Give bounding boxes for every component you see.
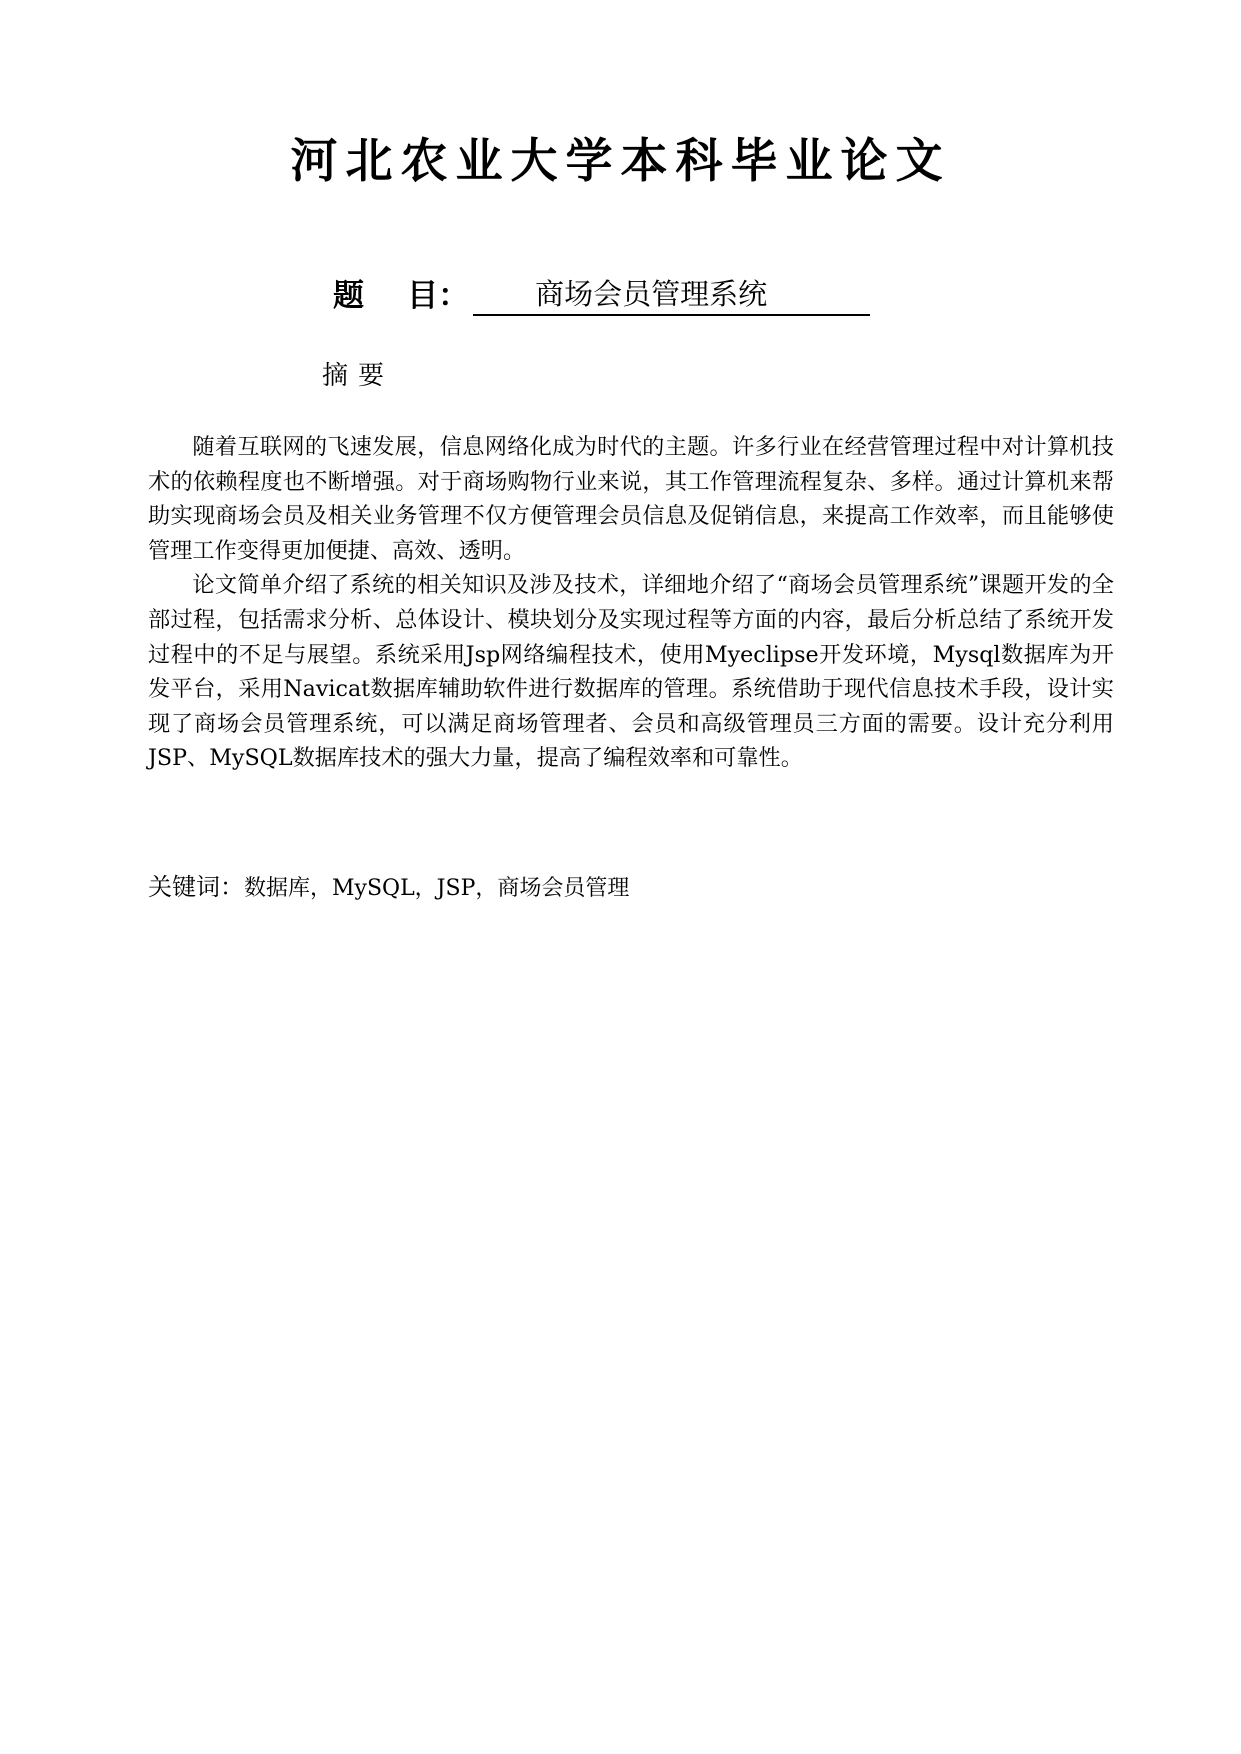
keywords <box>148 870 629 906</box>
topic-underline <box>473 274 870 316</box>
abstract-heading: 摘要 <box>322 361 395 391</box>
abstract-body <box>148 430 1114 776</box>
abstract-paragraph: 论文简单介绍了系统的相关知识及涉及技术，详细地介绍了“商场会员管理系统”课题开发的全部过程，包括需求分析、总体设计、模块划分及实现过程等方面的内容，最后分析总结了系统开发过程中的不足与展望。系统采用Jsp网络编程技术，使用Myeclipse开发环境，Mysql数据库为开发平台，采用Navicat数据库辅助软件进行数据库的管理。系统借助于现代信息技术手段，设计实现了商场会员管理系统，可以满足商场管理者、会员和高级管理员三方面的需要。设计充分利用JSP、MySQL数据库技术的强大力量，提高了编程效率和可靠性。 <box>148 572 1114 772</box>
university-title: 河北农业大学本科毕业论文 <box>290 134 951 189</box>
abstract-paragraph: 随着互联网的飞速发展，信息网络化成为时代的主题。许多行业在经营管理过程中对计算机技术的依赖程度也不断增强。对于商场购物行业来说，其工作管理流程复杂、多样。通过计算机来帮助实现商场会员及相关业务管理不仅方便管理会员信息及促销信息，来提高工作效率，而且能够使管理工作变得更加便捷、高效、透明。 <box>148 434 1114 564</box>
topic-label: 题 目： <box>333 278 470 314</box>
keywords-label: 关键词： <box>148 873 244 901</box>
topic-value: 商场会员管理系统 <box>535 277 768 311</box>
keywords-value: 数据库，MySQL，JSP，商场会员管理 <box>244 876 630 901</box>
topic-row <box>333 272 870 316</box>
